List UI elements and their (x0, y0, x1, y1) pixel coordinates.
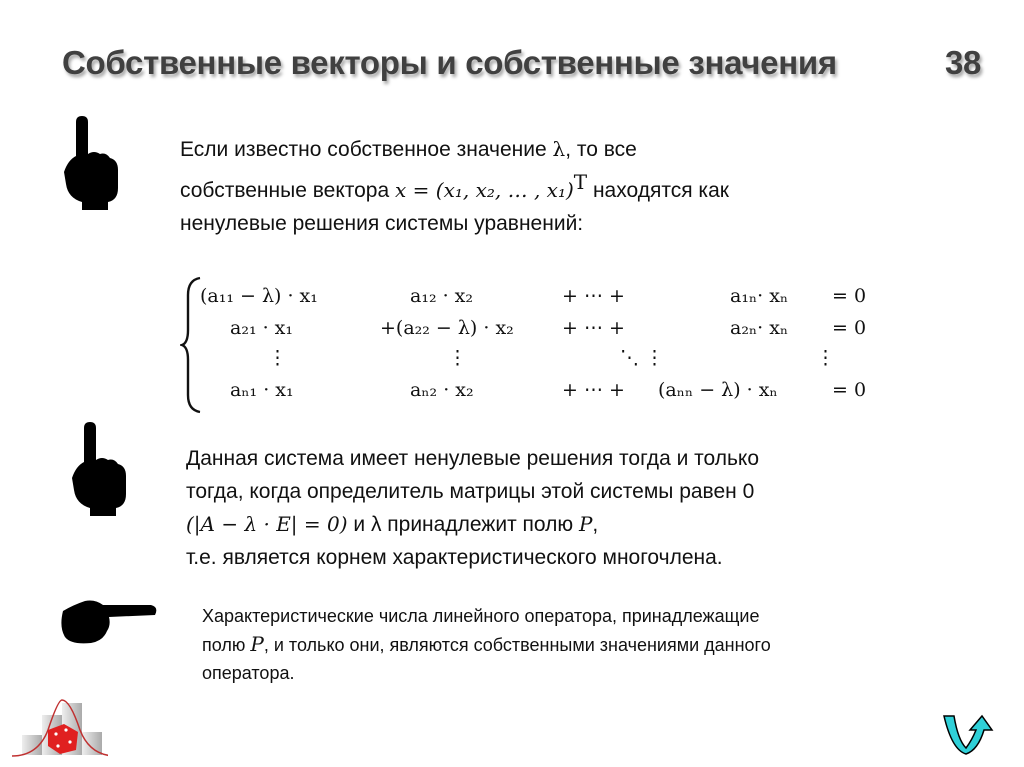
vector-formula: x = (x₁, x₂, … , x₁) (395, 178, 574, 202)
slide-number: 38 (945, 44, 982, 81)
slide-title: Собственные векторы и собственные значения (62, 44, 837, 81)
pointing-up-hand-icon (70, 420, 134, 520)
paragraph-characteristic-numbers (202, 602, 771, 687)
paragraph-line: (|A − λ · E| = 0) и λ принадлежит полю P, (186, 512, 599, 536)
paragraph-line: Характеристические числа линейного оператора, принадлежащие (202, 606, 760, 626)
paragraph-line: Данная система имеет ненулевые решения тогда и только (186, 447, 760, 470)
paragraph-determinant (186, 442, 759, 574)
paragraph-line: собственные вектора x = (x₁, x₂, … , x₁)$^T$ находятся как (180, 170, 729, 202)
pointing-up-hand-icon (62, 114, 126, 214)
paragraph-line: оператора. (202, 663, 295, 683)
determinant-formula: (|A − λ · E| = 0) (186, 512, 348, 536)
paragraph-line: т.е. является корнем характеристического многочлена. (186, 546, 723, 569)
paragraph-line: Если известно собственное значение λ, то все (180, 137, 637, 161)
return-arrow-icon[interactable] (940, 712, 1000, 758)
paragraph-line: тогда, когда определитель матрицы этой системы равен 0 (186, 480, 755, 503)
paragraph-eigenvectors (180, 133, 729, 240)
pointing-right-hand-icon (55, 597, 160, 647)
probability-dice-logo (8, 690, 108, 760)
paragraph-line: полю P, и только они, являются собственными значениями данного (202, 632, 771, 656)
equation-system: (a₁₁ − λ) · x₁ a₁₂ · x₂ + ⋯ + a₁ₙ· xₙ = 0 a₂₁ · x₁ +(a₂₂ − λ) · x₂ + ⋯ + a₂ₙ· xₙ = 0 ⋮ ⋮ ⋱ ⋮ ⋮ aₙ₁ · x₁ aₙ₂ · x₂ + ⋯ + (aₙₙ − λ) · xₙ = 0 (180, 275, 890, 415)
paragraph-line: ненулевые решения системы уравнений: (180, 212, 584, 235)
lambda-symbol: λ (552, 137, 566, 161)
